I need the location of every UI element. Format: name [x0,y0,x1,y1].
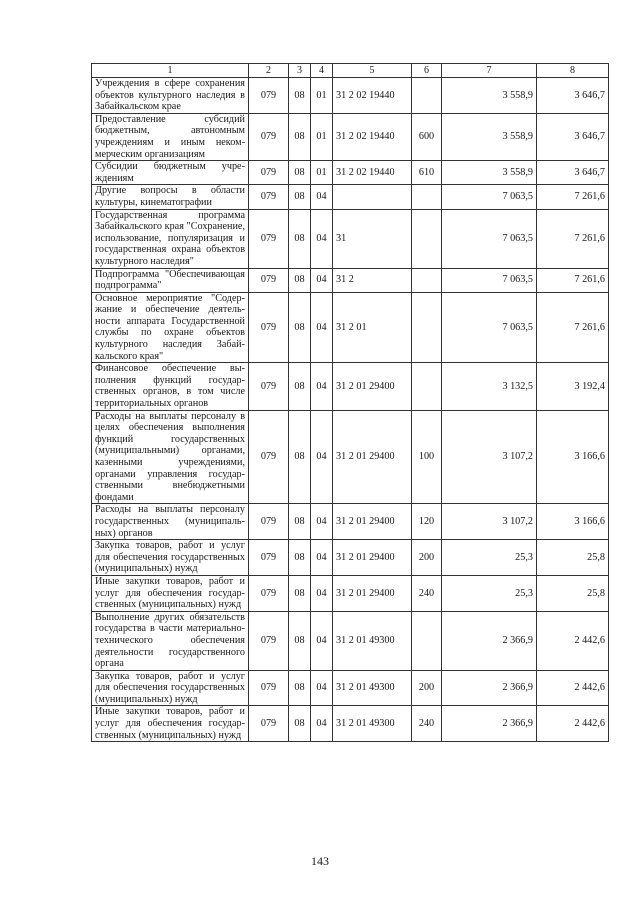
table-row [92,268,609,292]
cell-section: 08 [289,504,311,540]
cell-amount-year1: 3 558,9 [442,78,537,114]
cell-expense-type: 610 [412,161,442,185]
cell-target-article: 31 2 02 19440 [333,78,412,114]
cell-subsection: 04 [311,292,333,363]
header-col-4: 4 [311,64,333,78]
cell-subsection: 04 [311,575,333,611]
cell-target-article: 31 2 01 29400 [333,575,412,611]
cell-amount-year1: 7 063,5 [442,209,537,268]
cell-name: Закупка товаров, работ и услуг для обеспечения государственных (муниципальных) нужд [92,540,249,576]
table-row [92,161,609,185]
cell-expense-type: 200 [412,540,442,576]
cell-ministry-code: 079 [249,78,289,114]
table-row [92,540,609,576]
cell-section: 08 [289,540,311,576]
cell-amount-year1: 2 366,9 [442,611,537,670]
cell-subsection: 04 [311,363,333,410]
cell-amount-year1: 3 558,9 [442,161,537,185]
cell-subsection: 04 [311,410,333,504]
cell-amount-year2: 2 442,6 [537,706,609,742]
cell-expense-type [412,78,442,114]
header-col-7: 7 [442,64,537,78]
cell-target-article: 31 2 01 [333,292,412,363]
cell-subsection: 01 [311,78,333,114]
cell-target-article: 31 2 01 29400 [333,504,412,540]
cell-expense-type [412,363,442,410]
cell-target-article [333,185,412,209]
cell-name: Подпрограмма "Обеспечивающая подпрограмма" [92,268,249,292]
header-col-2: 2 [249,64,289,78]
cell-name: Расходы на выплаты персоналу государственных (муниципальных) органов [92,504,249,540]
cell-name: Закупка товаров, работ и услуг для обеспечения государственных (муниципальных) нужд [92,670,249,706]
cell-ministry-code: 079 [249,363,289,410]
cell-target-article: 31 2 02 19440 [333,161,412,185]
cell-subsection: 01 [311,161,333,185]
cell-expense-type: 600 [412,113,442,160]
cell-amount-year1: 3 107,2 [442,504,537,540]
document-page [91,63,609,742]
cell-ministry-code: 079 [249,706,289,742]
table-row [92,575,609,611]
cell-target-article: 31 2 01 49300 [333,670,412,706]
cell-amount-year1: 7 063,5 [442,292,537,363]
table-header-row [92,64,609,78]
cell-amount-year2: 3 166,6 [537,410,609,504]
cell-section: 08 [289,575,311,611]
cell-amount-year2: 3 192,4 [537,363,609,410]
cell-target-article: 31 2 01 29400 [333,540,412,576]
cell-ministry-code: 079 [249,268,289,292]
header-col-8: 8 [537,64,609,78]
budget-table [91,63,609,742]
cell-expense-type [412,268,442,292]
cell-ministry-code: 079 [249,161,289,185]
cell-section: 08 [289,363,311,410]
cell-name: Выполнение других обязательств государства в части материально-технического обеспечения деятельности государственного органа [92,611,249,670]
cell-section: 08 [289,78,311,114]
cell-ministry-code: 079 [249,410,289,504]
cell-target-article: 31 2 02 19440 [333,113,412,160]
cell-amount-year2: 3 646,7 [537,78,609,114]
cell-ministry-code: 079 [249,611,289,670]
table-row [92,670,609,706]
cell-expense-type: 100 [412,410,442,504]
cell-amount-year1: 7 063,5 [442,268,537,292]
cell-ministry-code: 079 [249,113,289,160]
cell-name: Предоставление субсидий бюджетным, автономным учреждениям и иным некоммерческим организациям [92,113,249,160]
cell-amount-year2: 2 442,6 [537,611,609,670]
header-col-1: 1 [92,64,249,78]
cell-name: Иные закупки товаров, работ и услуг для обеспечения государственных (муниципальных) нужд [92,575,249,611]
table-row [92,78,609,114]
table-row [92,363,609,410]
cell-amount-year1: 25,3 [442,540,537,576]
cell-section: 08 [289,185,311,209]
table-row [92,113,609,160]
cell-target-article: 31 2 [333,268,412,292]
cell-amount-year2: 25,8 [537,540,609,576]
cell-expense-type: 240 [412,706,442,742]
cell-ministry-code: 079 [249,209,289,268]
table-row [92,410,609,504]
table-row [92,706,609,742]
cell-section: 08 [289,706,311,742]
cell-subsection: 04 [311,706,333,742]
cell-amount-year2: 7 261,6 [537,209,609,268]
cell-ministry-code: 079 [249,540,289,576]
cell-section: 08 [289,209,311,268]
cell-amount-year2: 7 261,6 [537,185,609,209]
cell-amount-year2: 7 261,6 [537,268,609,292]
cell-name: Основное мероприятие "Содержание и обеспечение деятельности аппарата Государственной службы по охране объектов культурного наследия Забайкальского края" [92,292,249,363]
cell-amount-year1: 3 558,9 [442,113,537,160]
cell-amount-year2: 2 442,6 [537,670,609,706]
cell-ministry-code: 079 [249,292,289,363]
cell-target-article: 31 2 01 29400 [333,410,412,504]
cell-expense-type [412,185,442,209]
table-row [92,292,609,363]
cell-expense-type [412,292,442,363]
cell-target-article: 31 2 01 49300 [333,706,412,742]
cell-ministry-code: 079 [249,670,289,706]
cell-subsection: 04 [311,504,333,540]
table-row [92,504,609,540]
cell-amount-year2: 7 261,6 [537,292,609,363]
header-col-6: 6 [412,64,442,78]
cell-name: Учреждения в сфере сохранения объектов культурного наследия в Забайкальском крае [92,78,249,114]
cell-target-article: 31 2 01 49300 [333,611,412,670]
cell-subsection: 04 [311,670,333,706]
cell-subsection: 04 [311,268,333,292]
cell-name: Другие вопросы в области культуры, кинематографии [92,185,249,209]
cell-name: Государственная программа Забайкальского края "Сохранение, использование, популяризация и государственная охрана объектов культурного наследия" [92,209,249,268]
cell-name: Расходы на выплаты персоналу в целях обеспечения выполнения функций государственных (муниципальными) органами, казенными учреждениями, органами управления государственными внебюджетными фондами [92,410,249,504]
cell-name: Субсидии бюджетным учреждениям [92,161,249,185]
cell-amount-year1: 2 366,9 [442,706,537,742]
cell-amount-year2: 3 166,6 [537,504,609,540]
cell-expense-type [412,611,442,670]
cell-target-article: 31 [333,209,412,268]
cell-amount-year2: 3 646,7 [537,161,609,185]
cell-subsection: 04 [311,540,333,576]
cell-expense-type: 120 [412,504,442,540]
cell-amount-year1: 3 107,2 [442,410,537,504]
cell-amount-year1: 2 366,9 [442,670,537,706]
cell-subsection: 04 [311,185,333,209]
cell-ministry-code: 079 [249,575,289,611]
cell-amount-year1: 3 132,5 [442,363,537,410]
cell-amount-year2: 25,8 [537,575,609,611]
table-body [92,78,609,742]
cell-ministry-code: 079 [249,185,289,209]
cell-section: 08 [289,268,311,292]
cell-section: 08 [289,410,311,504]
cell-target-article: 31 2 01 29400 [333,363,412,410]
cell-subsection: 04 [311,611,333,670]
cell-expense-type [412,209,442,268]
header-col-3: 3 [289,64,311,78]
cell-name: Финансовое обеспечение выполнения функций государственных органов, в том числе территориальных органов [92,363,249,410]
cell-ministry-code: 079 [249,504,289,540]
cell-expense-type: 240 [412,575,442,611]
cell-name: Иные закупки товаров, работ и услуг для обеспечения государственных (муниципальных) нужд [92,706,249,742]
cell-section: 08 [289,611,311,670]
cell-section: 08 [289,292,311,363]
cell-section: 08 [289,161,311,185]
table-row [92,185,609,209]
cell-subsection: 01 [311,113,333,160]
table-row [92,611,609,670]
cell-amount-year1: 7 063,5 [442,185,537,209]
cell-amount-year1: 25,3 [442,575,537,611]
cell-subsection: 04 [311,209,333,268]
table-row [92,209,609,268]
cell-section: 08 [289,113,311,160]
page-number: 143 [311,854,329,868]
header-col-5: 5 [333,64,412,78]
cell-section: 08 [289,670,311,706]
cell-amount-year2: 3 646,7 [537,113,609,160]
cell-expense-type: 200 [412,670,442,706]
